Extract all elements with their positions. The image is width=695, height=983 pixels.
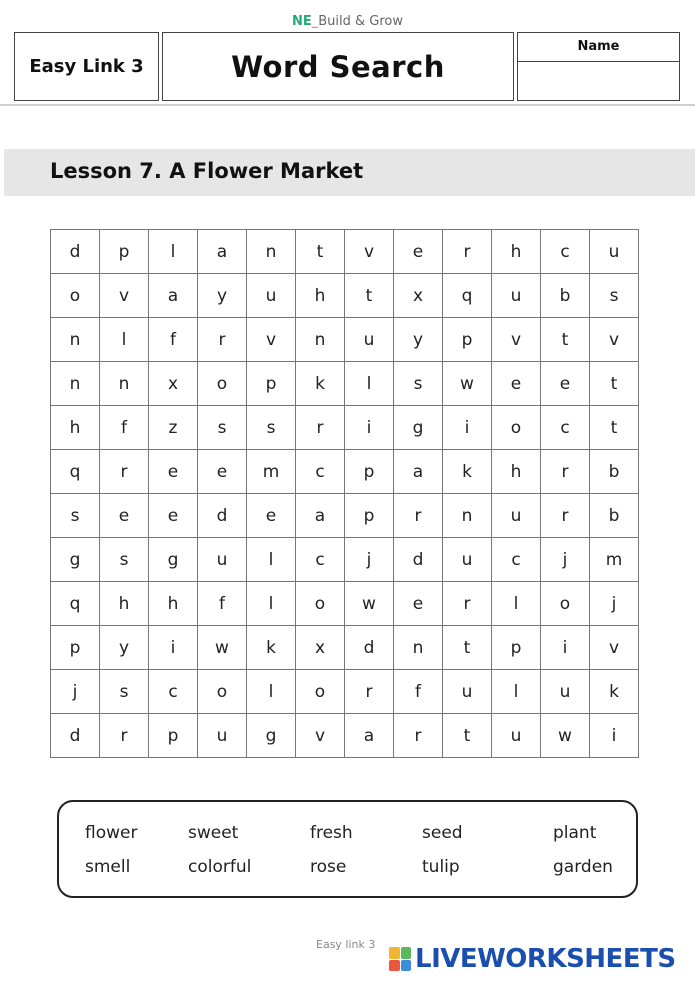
word-search-grid: [50, 229, 639, 758]
grid-cell[interactable]: v: [590, 626, 639, 670]
grid-cell[interactable]: y: [394, 318, 443, 362]
grid-cell[interactable]: r: [100, 714, 149, 758]
grid-cell[interactable]: d: [198, 494, 247, 538]
grid-cell[interactable]: n: [247, 230, 296, 274]
grid-cell[interactable]: a: [345, 714, 394, 758]
grid-cell[interactable]: m: [590, 538, 639, 582]
grid-cell[interactable]: r: [443, 582, 492, 626]
grid-cell[interactable]: g: [394, 406, 443, 450]
grid-cell[interactable]: u: [590, 230, 639, 274]
grid-cell[interactable]: v: [590, 318, 639, 362]
grid-cell[interactable]: h: [51, 406, 100, 450]
grid-cell[interactable]: r: [541, 450, 590, 494]
grid-cell[interactable]: r: [100, 450, 149, 494]
grid-cell[interactable]: u: [492, 494, 541, 538]
grid-cell[interactable]: a: [149, 274, 198, 318]
grid-cell[interactable]: m: [247, 450, 296, 494]
grid-row: [51, 406, 639, 450]
lesson-title: Lesson 7. A Flower Market: [50, 159, 364, 183]
grid-cell[interactable]: y: [198, 274, 247, 318]
grid-cell[interactable]: t: [541, 318, 590, 362]
grid-cell[interactable]: r: [198, 318, 247, 362]
grid-cell[interactable]: s: [247, 406, 296, 450]
word-bank-item: seed: [422, 823, 463, 843]
grid-cell[interactable]: o: [198, 362, 247, 406]
grid-cell[interactable]: h: [100, 582, 149, 626]
grid-cell[interactable]: n: [51, 362, 100, 406]
grid-cell[interactable]: h: [492, 230, 541, 274]
grid-cell[interactable]: l: [492, 670, 541, 714]
grid-cell[interactable]: l: [149, 230, 198, 274]
grid-cell[interactable]: o: [51, 274, 100, 318]
grid-cell[interactable]: k: [590, 670, 639, 714]
grid-cell[interactable]: l: [247, 538, 296, 582]
grid-cell[interactable]: q: [51, 582, 100, 626]
grid-row: [51, 626, 639, 670]
grid-cell[interactable]: r: [443, 230, 492, 274]
grid-cell[interactable]: g: [149, 538, 198, 582]
grid-cell[interactable]: j: [345, 538, 394, 582]
grid-cell[interactable]: j: [541, 538, 590, 582]
grid-cell[interactable]: l: [247, 582, 296, 626]
grid-cell[interactable]: w: [541, 714, 590, 758]
grid-cell[interactable]: o: [296, 582, 345, 626]
grid-cell[interactable]: r: [296, 406, 345, 450]
name-field[interactable]: [518, 62, 679, 102]
grid-cell[interactable]: t: [590, 406, 639, 450]
course-label: Easy Link 3: [29, 56, 144, 77]
publisher-brand: [0, 14, 695, 29]
grid-cell[interactable]: o: [198, 670, 247, 714]
grid-cell[interactable]: v: [492, 318, 541, 362]
grid-cell[interactable]: d: [51, 714, 100, 758]
grid-cell[interactable]: j: [590, 582, 639, 626]
grid-cell[interactable]: z: [149, 406, 198, 450]
grid-cell[interactable]: o: [541, 582, 590, 626]
grid-cell[interactable]: t: [443, 626, 492, 670]
grid-cell[interactable]: q: [443, 274, 492, 318]
grid-cell[interactable]: a: [296, 494, 345, 538]
word-bank-item: flower: [85, 823, 138, 843]
grid-row: [51, 318, 639, 362]
grid-cell[interactable]: e: [394, 230, 443, 274]
grid-cell[interactable]: e: [100, 494, 149, 538]
lesson-banner: [4, 149, 695, 196]
grid-cell[interactable]: g: [247, 714, 296, 758]
grid-cell[interactable]: p: [100, 230, 149, 274]
brand-ne: NE: [291, 14, 312, 29]
grid-cell[interactable]: u: [198, 714, 247, 758]
grid-cell[interactable]: s: [198, 406, 247, 450]
word-bank-item: sweet: [188, 823, 239, 843]
grid-cell[interactable]: r: [394, 494, 443, 538]
grid-cell[interactable]: n: [296, 318, 345, 362]
brand-separator: _: [311, 14, 319, 29]
grid-cell[interactable]: t: [345, 274, 394, 318]
grid-cell[interactable]: f: [100, 406, 149, 450]
grid-cell[interactable]: f: [198, 582, 247, 626]
grid-cell[interactable]: u: [443, 538, 492, 582]
grid-cell[interactable]: l: [100, 318, 149, 362]
name-label: Name: [518, 33, 679, 62]
grid-cell[interactable]: c: [541, 230, 590, 274]
liveworksheets-logo[interactable]: [389, 944, 676, 974]
grid-cell[interactable]: c: [296, 538, 345, 582]
grid-cell[interactable]: y: [100, 626, 149, 670]
grid-cell[interactable]: g: [51, 538, 100, 582]
grid-cell[interactable]: t: [590, 362, 639, 406]
grid-cell[interactable]: w: [345, 582, 394, 626]
grid-cell[interactable]: u: [492, 714, 541, 758]
grid-cell[interactable]: f: [394, 670, 443, 714]
grid-cell[interactable]: v: [100, 274, 149, 318]
grid-cell[interactable]: p: [443, 318, 492, 362]
word-bank-item: plant: [553, 823, 597, 843]
grid-cell[interactable]: n: [100, 362, 149, 406]
grid-cell[interactable]: s: [51, 494, 100, 538]
word-bank-item: rose: [310, 857, 347, 877]
grid-cell[interactable]: w: [443, 362, 492, 406]
grid-cell[interactable]: l: [345, 362, 394, 406]
grid-cell[interactable]: u: [247, 274, 296, 318]
grid-cell[interactable]: u: [198, 538, 247, 582]
name-box: [517, 32, 680, 101]
grid-cell[interactable]: e: [247, 494, 296, 538]
grid-cell[interactable]: r: [345, 670, 394, 714]
grid-cell[interactable]: d: [51, 230, 100, 274]
grid-cell[interactable]: p: [345, 494, 394, 538]
logo-tile: [389, 960, 400, 972]
word-bank-item: garden: [553, 857, 613, 877]
grid-cell[interactable]: n: [394, 626, 443, 670]
grid-row: [51, 582, 639, 626]
grid-row: [51, 538, 639, 582]
grid-cell[interactable]: e: [149, 494, 198, 538]
grid-cell[interactable]: k: [247, 626, 296, 670]
grid-cell[interactable]: h: [296, 274, 345, 318]
footer-note: Easy link 3: [316, 938, 376, 951]
grid-cell[interactable]: e: [198, 450, 247, 494]
grid-cell[interactable]: u: [345, 318, 394, 362]
grid-cell[interactable]: c: [296, 450, 345, 494]
grid-cell[interactable]: i: [345, 406, 394, 450]
grid-cell[interactable]: d: [345, 626, 394, 670]
grid-cell[interactable]: p: [345, 450, 394, 494]
grid-cell[interactable]: v: [247, 318, 296, 362]
grid-row: [51, 230, 639, 274]
grid-cell[interactable]: a: [198, 230, 247, 274]
grid-row: [51, 450, 639, 494]
grid-cell[interactable]: u: [541, 670, 590, 714]
grid-cell[interactable]: k: [443, 450, 492, 494]
grid-cell[interactable]: s: [100, 538, 149, 582]
grid-cell[interactable]: d: [394, 538, 443, 582]
grid-cell[interactable]: t: [296, 230, 345, 274]
grid-cell[interactable]: c: [541, 406, 590, 450]
grid-cell[interactable]: r: [394, 714, 443, 758]
grid-cell[interactable]: p: [492, 626, 541, 670]
course-label-box: [14, 32, 159, 101]
grid-cell[interactable]: e: [394, 582, 443, 626]
grid-row: [51, 362, 639, 406]
grid-cell[interactable]: o: [296, 670, 345, 714]
grid-cell[interactable]: a: [394, 450, 443, 494]
grid-cell[interactable]: b: [590, 450, 639, 494]
grid-cell[interactable]: s: [100, 670, 149, 714]
grid-row: [51, 494, 639, 538]
logo-tile: [389, 947, 400, 959]
grid-cell[interactable]: u: [492, 274, 541, 318]
grid-cell[interactable]: b: [590, 494, 639, 538]
logo-tile: [401, 960, 412, 972]
logo-tile: [401, 947, 412, 959]
grid-cell[interactable]: u: [443, 670, 492, 714]
grid-cell[interactable]: l: [492, 582, 541, 626]
brand-name: Build & Grow: [318, 14, 404, 29]
grid-cell[interactable]: l: [247, 670, 296, 714]
grid-cell[interactable]: e: [492, 362, 541, 406]
word-bank-item: fresh: [310, 823, 353, 843]
grid-cell[interactable]: q: [51, 450, 100, 494]
grid-cell[interactable]: i: [443, 406, 492, 450]
liveworksheets-logo-icon: [389, 947, 411, 971]
grid-cell[interactable]: c: [149, 670, 198, 714]
grid-cell[interactable]: p: [51, 626, 100, 670]
grid-cell[interactable]: e: [541, 362, 590, 406]
grid-cell[interactable]: i: [590, 714, 639, 758]
grid-cell[interactable]: b: [541, 274, 590, 318]
grid-row: [51, 670, 639, 714]
grid-cell[interactable]: x: [394, 274, 443, 318]
grid-cell[interactable]: n: [51, 318, 100, 362]
grid-cell[interactable]: i: [149, 626, 198, 670]
grid-cell[interactable]: p: [149, 714, 198, 758]
grid-cell[interactable]: v: [296, 714, 345, 758]
title-box: [162, 32, 514, 101]
grid-cell[interactable]: i: [541, 626, 590, 670]
grid-cell[interactable]: h: [149, 582, 198, 626]
grid-cell[interactable]: f: [149, 318, 198, 362]
word-bank: [57, 800, 638, 898]
grid-cell[interactable]: o: [492, 406, 541, 450]
word-bank-item: smell: [85, 857, 131, 877]
grid-cell[interactable]: e: [149, 450, 198, 494]
grid-row: [51, 274, 639, 318]
grid-cell[interactable]: s: [394, 362, 443, 406]
grid-cell[interactable]: p: [247, 362, 296, 406]
word-bank-item: tulip: [422, 857, 460, 877]
worksheet-title: Word Search: [231, 49, 445, 84]
grid-cell[interactable]: x: [149, 362, 198, 406]
grid-cell[interactable]: k: [296, 362, 345, 406]
header-divider: [0, 104, 695, 106]
liveworksheets-logo-text: LIVEWORKSHEETS: [415, 944, 676, 974]
grid-cell[interactable]: h: [492, 450, 541, 494]
grid-cell[interactable]: j: [51, 670, 100, 714]
grid-cell[interactable]: t: [443, 714, 492, 758]
grid-cell[interactable]: c: [492, 538, 541, 582]
grid-cell[interactable]: v: [345, 230, 394, 274]
word-bank-item: colorful: [188, 857, 252, 877]
grid-cell[interactable]: x: [296, 626, 345, 670]
grid-cell[interactable]: r: [541, 494, 590, 538]
grid-cell[interactable]: n: [443, 494, 492, 538]
grid-cell[interactable]: w: [198, 626, 247, 670]
grid-cell[interactable]: s: [590, 274, 639, 318]
grid-row: [51, 714, 639, 758]
